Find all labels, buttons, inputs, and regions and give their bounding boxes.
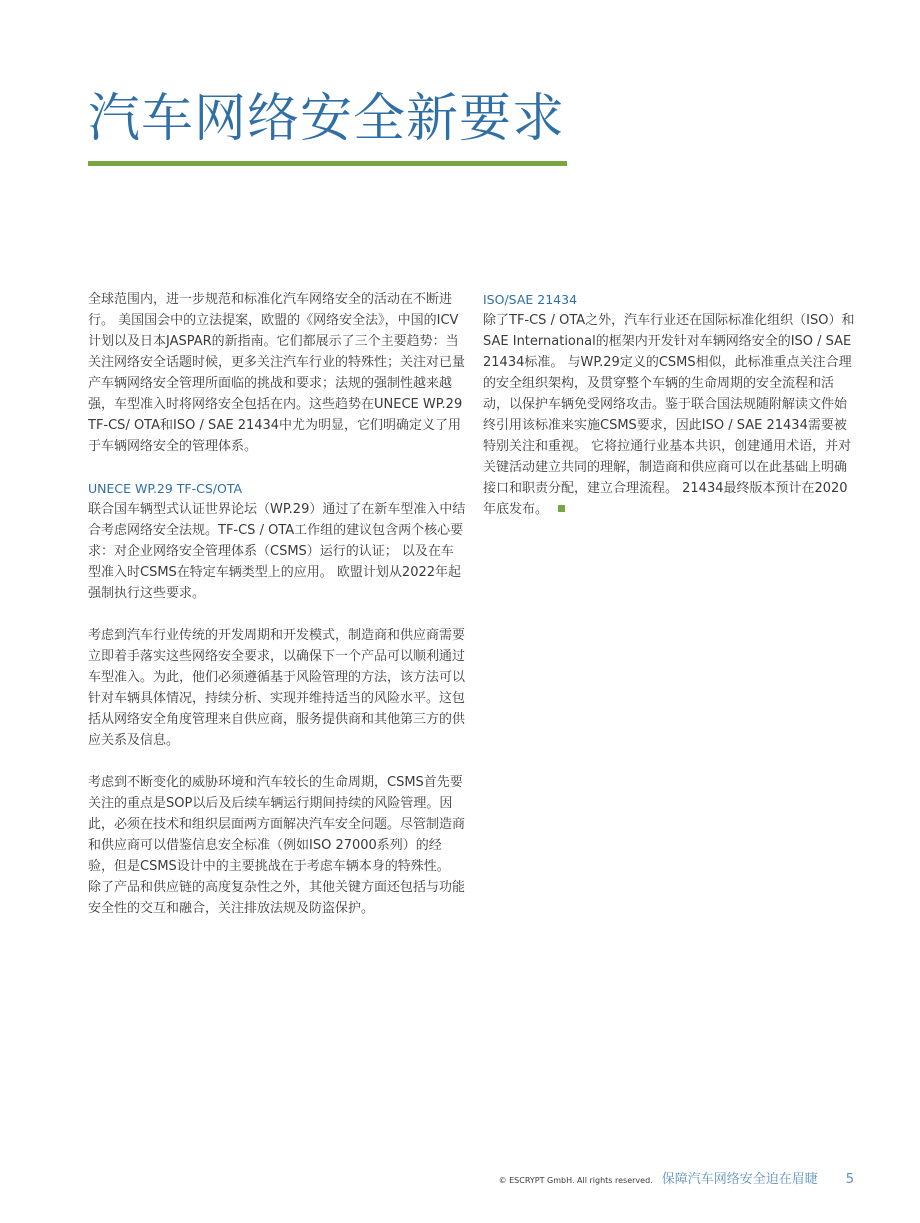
- intro-paragraph: 全球范围内，进一步规范和标准化汽车网络安全的活动在不断进行。 美国国会中的立法提案，欧盟的《网络安全法》，中国的ICV计划以及日本JASPAR的新指南。它们都展示了三个主要趋势：当关注网络安全话题时候，更多关注汽车行业的特殊性；关注对已量产车辆网络安全管理所面临的挑战和要求；法规的强制性越来越强，车型准入时将网络安全包括在内。这些趋势在UNECE WP.29 TF-CS/ OTA和ISO / SAE 21434中尤为明显，它们明确定义了用于车辆网络安全的管理体系。: [88, 292, 466, 454]
- unece-heading: UNECE WP.29 TF-CS/OTA: [88, 481, 243, 496]
- right-column: [483, 289, 855, 520]
- title-underline: [88, 161, 567, 166]
- iso-paragraph: [483, 310, 855, 520]
- footer-copyright: © ESCRYPT GmbH. All rights reserved.: [498, 1176, 653, 1185]
- dev-cycle-paragraph: 考虑到汽车行业传统的开发周期和开发模式，制造商和供应商需要立即着手落实这些网络安全要求，以确保下一个产品可以顺利通过车型准入。为此，他们必须遵循基于风险管理的方法，该方法可以针对车辆具体情况，持续分析、实现并维持适当的风险水平。这包括从网络安全角度管理来自供应商，服务提供商和其他第三方的供应关系及信息。: [88, 628, 466, 748]
- threat-paragraph: 考虑到不断变化的威胁环境和汽车较长的生命周期，CSMS首先要关注的重点是SOP以后及后续车辆运行期间持续的风险管理。因此，必须在技术和组织层面两方面解决汽车安全问题。尽管制造商和供应商可以借鉴信息安全标准（例如ISO 27000系列）的经验，但是CSMS设计中的主要挑战在于考虑车辆本身的特殊性。 除了产品和供应链的高度复杂性之外，其他关键方面还包括与功能安全性的交互和融合，关注排放法规及防盗保护。: [88, 775, 466, 916]
- page-title: 汽车网络安全新要求: [88, 89, 566, 149]
- end-of-article-mark: [558, 505, 565, 512]
- page-number: 5: [845, 1172, 854, 1187]
- iso-heading: ISO/SAE 21434: [483, 292, 578, 307]
- footer-document-title: 保障汽车网络安全迫在眉睫: [661, 1172, 818, 1187]
- left-column: [88, 289, 466, 940]
- page-footer: [499, 1168, 854, 1187]
- iso-paragraph-text: 除了TF-CS / OTA之外，汽车行业还在国际标准化组织（ISO）和SAE International的框架内开发针对车辆网络安全的ISO / SAE 21434标准。 与WP.29定义的CSMS相似，此标准重点关注合理的安全组织架构，及贯穿整个车辆的生命周期的安全流程和活动，以保护车辆免受网络攻击。鉴于联合国法规随附解读文件始终引用该标准来实施CSMS要求，因此ISO / SAE 21434需要被特别关注和重视。 它将拉通行业基本共识，创建通用术语，并对关键活动建立共同的理解，制造商和供应商可以在此基础上明确接口和职责分配，建立合理流程。 21434最终版本预计在2020年底发布。: [483, 313, 855, 517]
- unece-paragraph: 联合国车辆型式认证世界论坛（WP.29）通过了在新车型准入中结合考虑网络安全法规。TF-CS / OTA工作组的建议包含两个核心要求：对企业网络安全管理体系（CSMS）运行的认证； 以及在车型准入时CSMS在特定车辆类型上的应用。 欧盟计划从2022年起强制执行这些要求。: [88, 502, 466, 601]
